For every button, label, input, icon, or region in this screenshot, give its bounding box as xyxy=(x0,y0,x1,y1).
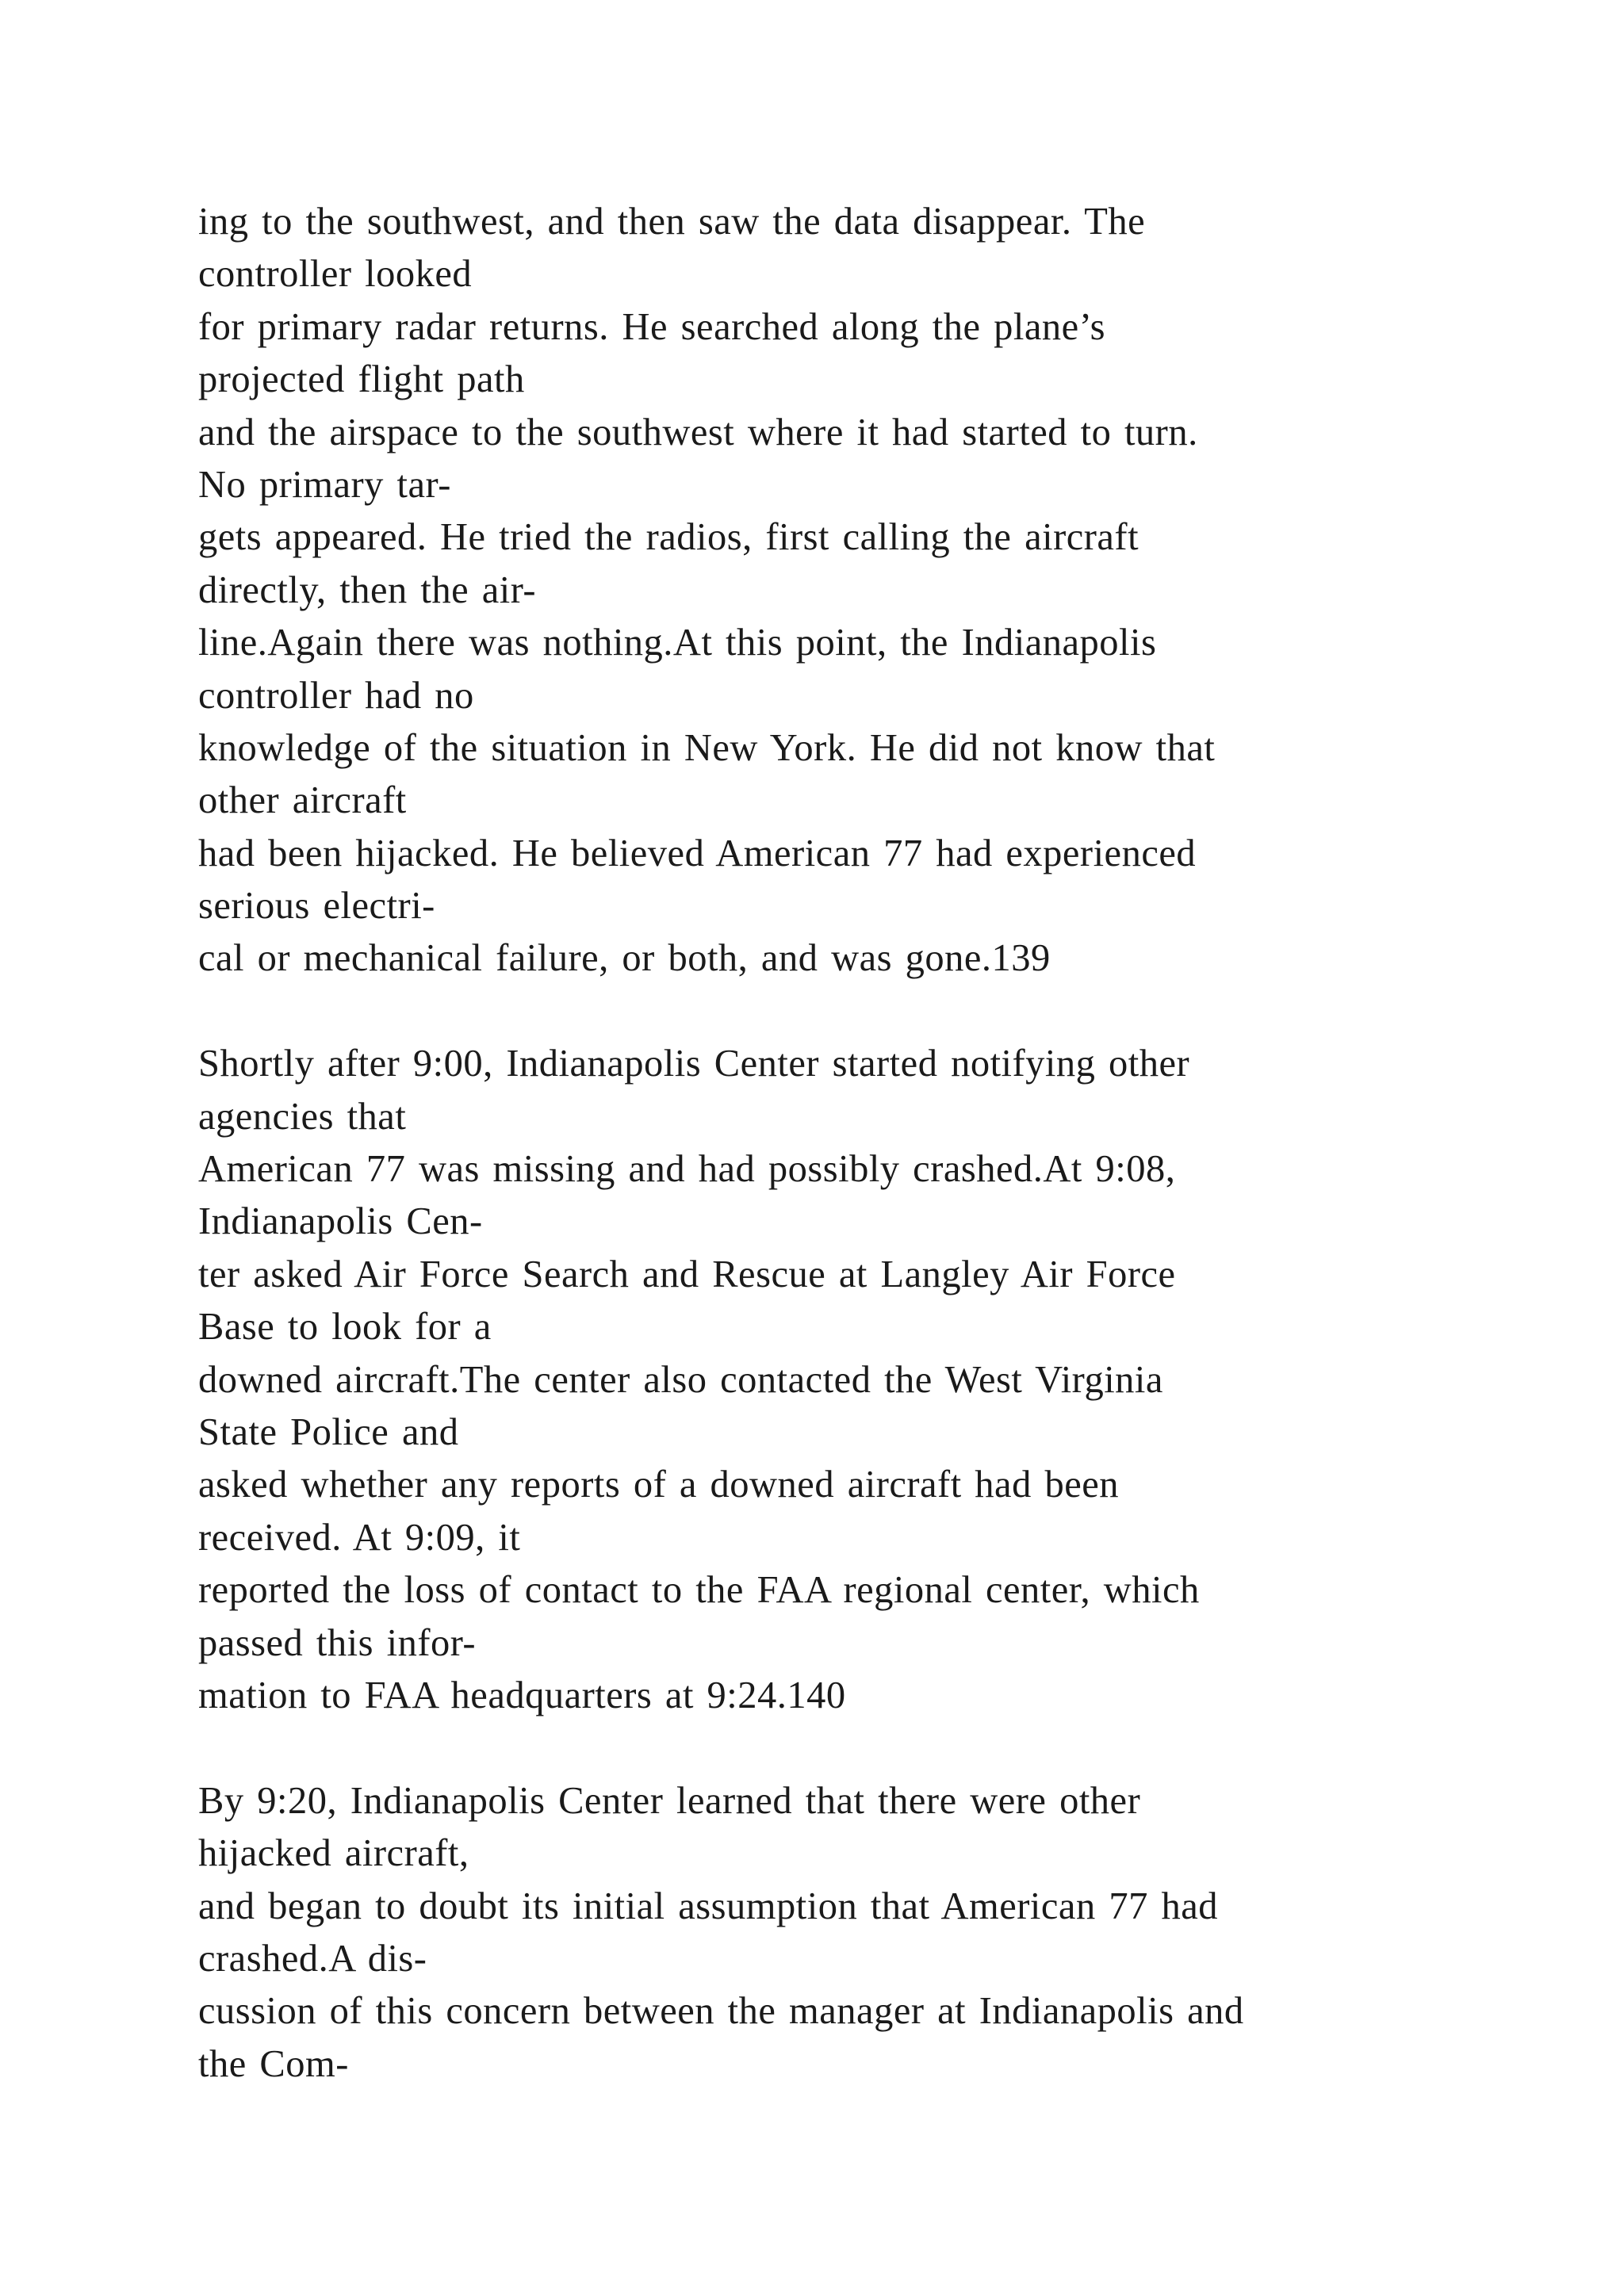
text-line: knowledge of the situation in New York. He did not know that xyxy=(198,726,1216,769)
text-line: other aircraft xyxy=(198,779,407,822)
text-line: Shortly after 9:00, Indianapolis Center started notifying other xyxy=(198,1043,1190,1085)
paragraph-3 xyxy=(198,1775,1546,2091)
text-line: By 9:20, Indianapolis Center learned that there were other xyxy=(198,1779,1141,1822)
text-line: agencies that xyxy=(198,1095,407,1138)
text-line: serious electri- xyxy=(198,885,435,928)
text-line: received. At 9:09, it xyxy=(198,1516,521,1559)
text-line: State Police and xyxy=(198,1410,459,1453)
text-line: controller looked xyxy=(198,253,473,296)
text-line: for primary radar returns. He searched along the plane’s xyxy=(198,305,1106,348)
text-line: controller had no xyxy=(198,674,474,717)
text-line: downed aircraft.The center also contacted the West Virginia xyxy=(198,1358,1163,1401)
text-line: Base to look for a xyxy=(198,1306,492,1349)
text-line: cal or mechanical failure, or both, and was gone.139 xyxy=(198,937,1051,980)
text-line: projected flight path xyxy=(198,358,525,401)
body-text xyxy=(198,196,1546,2091)
paragraph-2 xyxy=(198,1038,1546,1722)
paragraph-gap xyxy=(198,1722,1546,1774)
text-line: the Com- xyxy=(198,2042,349,2085)
text-line: directly, then the air- xyxy=(198,568,537,611)
text-line: No primary tar- xyxy=(198,463,451,506)
text-line: hijacked aircraft, xyxy=(198,1832,469,1875)
text-line: and the airspace to the southwest where it had started to turn. xyxy=(198,411,1198,453)
text-line: reported the loss of contact to the FAA regional center, which xyxy=(198,1569,1200,1612)
text-line: cussion of this concern between the manager at Indianapolis and xyxy=(198,1990,1244,2033)
text-line: asked whether any reports of a downed aircraft had been xyxy=(198,1464,1120,1506)
text-line: crashed.A dis- xyxy=(198,1937,427,1980)
text-line: passed this infor- xyxy=(198,1621,477,1664)
text-line: had been hijacked. He believed American 77 had experienced xyxy=(198,832,1197,874)
text-line: gets appeared. He tried the radios, first calling the aircraft xyxy=(198,516,1139,559)
paragraph-1 xyxy=(198,196,1546,985)
text-line: line.Again there was nothing.At this point, the Indianapolis xyxy=(198,622,1157,664)
text-line: ing to the southwest, and then saw the data disappear. The xyxy=(198,201,1146,243)
paragraph-gap xyxy=(198,985,1546,1038)
text-line: Indianapolis Cen- xyxy=(198,1200,483,1243)
text-line: and began to doubt its initial assumption that American 77 had xyxy=(198,1885,1218,1927)
text-line: American 77 was missing and had possibly crashed.At 9:08, xyxy=(198,1148,1176,1191)
text-line: ter asked Air Force Search and Rescue at Langley Air Force xyxy=(198,1253,1176,1295)
text-line: mation to FAA headquarters at 9:24.140 xyxy=(198,1674,846,1716)
